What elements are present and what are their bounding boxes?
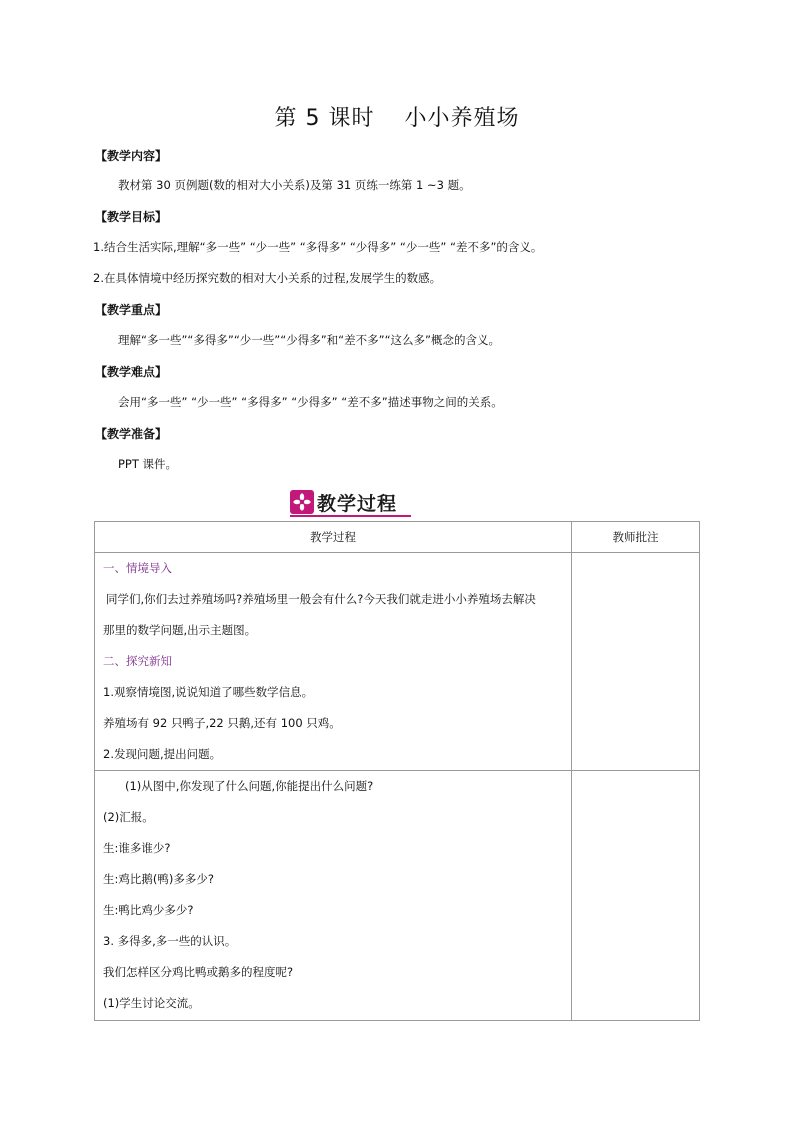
section-heading-goals: 【教学目标】 [95,210,168,224]
header-process: 教学过程 [95,522,572,553]
table-line: 我们怎样区分鸡比鸭或鹅多的程度呢? [103,965,294,979]
key-points-text: 理解“多一些”“多得多”“少一些”“少得多”和“差不多”“这么多”概念的含义。 [118,333,500,347]
table-header-row [95,522,700,553]
process-cell-1 [95,553,572,771]
section-heading-preparation: 【教学准备】 [95,427,168,441]
preparation-text: PPT 课件。 [118,457,178,471]
section-heading-key-points: 【教学重点】 [95,303,168,317]
table-line: 那里的数学问题,出示主题图。 [103,623,257,637]
notes-cell-2 [572,771,700,1021]
subheading-explore: 二、探究新知 [103,654,172,668]
table-row [95,771,700,1021]
table-row [95,553,700,771]
table-line: 3. 多得多,多一些的认识。 [103,934,237,948]
flower-icon [290,490,314,514]
process-table [94,521,700,1021]
section-heading-content: 【教学内容】 [95,149,168,163]
table-line: 1.观察情境图,说说知道了哪些数学信息。 [103,685,314,699]
section-heading-difficulties: 【教学难点】 [95,365,168,379]
process-cell-2 [95,771,572,1021]
subheading-intro: 一、情境导入 [103,561,172,575]
table-line: 同学们,你们去过养殖场吗?养殖场里一般会有什么?今天我们就走进小小养殖场去解决 [106,592,536,606]
goal-item-2: 2.在具体情境中经历探究数的相对大小关系的过程,发展学生的数感。 [93,271,442,285]
lesson-number: 第 5 课时 [274,106,375,131]
table-line: 生:鸭比鸡少多少? [103,903,194,917]
table-line: 生:谁多谁少? [103,841,171,855]
difficulties-text: 会用“多一些” “少一些” “多得多” “少得多” “差不多”描述事物之间的关系。 [118,395,503,409]
table-line: (2)汇报。 [103,810,154,824]
header-notes: 教师批注 [572,522,700,553]
table-line: (1)从图中,你发现了什么问题,你能提出什么问题? [125,779,374,793]
page-title [0,101,794,132]
content-text: 教材第 30 页例题(数的相对大小关系)及第 31 页练一练第 1 ~3 题。 [118,178,471,192]
process-banner [290,489,397,515]
banner-underline [290,515,411,517]
table-line: (1)学生讨论交流。 [103,996,200,1010]
process-banner-label: 教学过程 [317,492,398,515]
goal-item-1: 1.结合生活实际,理解“多一些” “少一些” “多得多” “少得多” “少一些” “差不多”的含义。 [93,240,543,254]
notes-cell-1 [572,553,700,771]
table-line: 生:鸡比鹅(鸭)多多少? [103,872,214,886]
table-line: 养殖场有 92 只鸭子,22 只鹅,还有 100 只鸡。 [103,716,341,730]
lesson-name: 小小养殖场 [404,106,520,131]
table-line: 2.发现问题,提出问题。 [103,747,222,761]
